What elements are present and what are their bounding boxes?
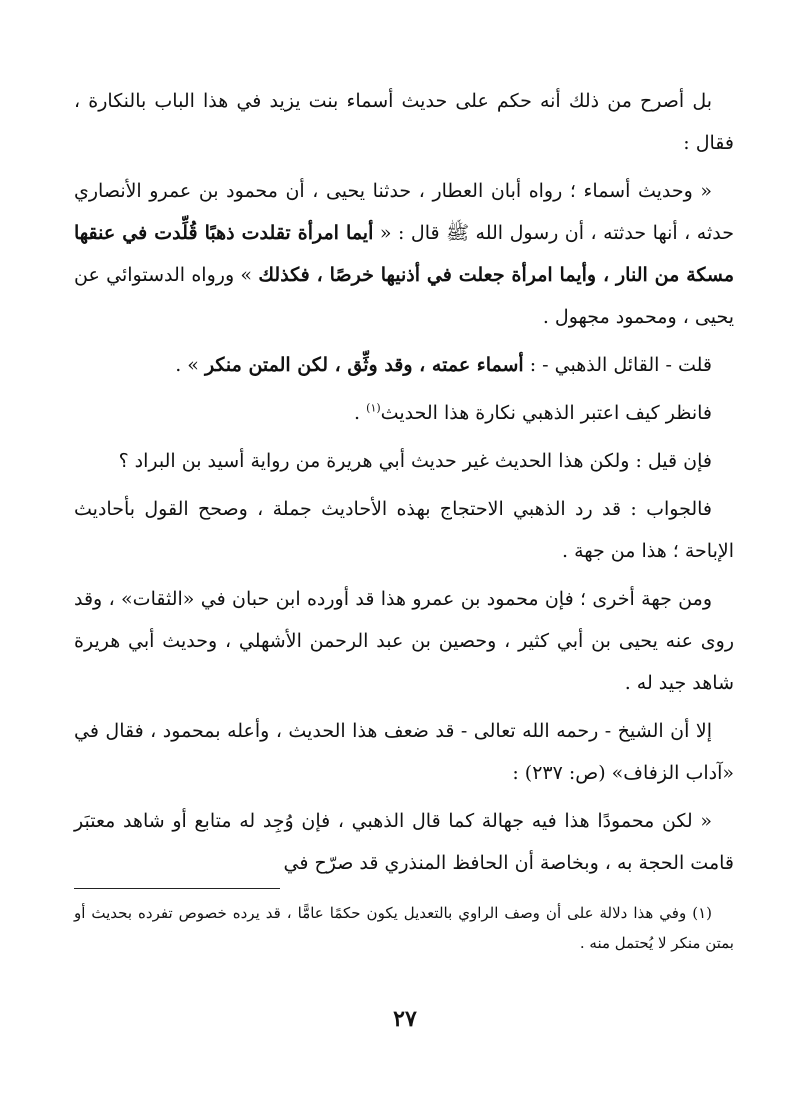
body-text	[74, 80, 734, 890]
footnote-reference: (١)	[366, 401, 381, 415]
text-segment: إلا أن الشيخ - رحمه الله تعالى - قد ضعف هذا الحديث ، وأعله بمحمود ، فقال في «آداب الزفاف» (ص: ٢٣٧) :	[74, 720, 734, 784]
text-segment: فانظر كيف اعتبر الذهبي نكارة هذا الحديث	[380, 402, 712, 424]
text-segment: فالجواب : قد رد الذهبي الاحتجاج بهذه الأحاديث جملة ، وصحح القول بأحاديث الإباحة ؛ هذا من جهة .	[74, 498, 734, 562]
paragraph-p6	[74, 488, 734, 572]
text-segment: قلت - القائل الذهبي - :	[523, 354, 712, 376]
paragraph-p9	[74, 800, 734, 884]
text-segment: « وحديث أسماء ؛ رواه أبان العطار ، حدثنا يحيى ، أن محمود بن عمرو الأنصاري حدثه ، أنها حدثته ، أن رسول الله ﷺ قال : «	[74, 180, 734, 244]
bold-text-segment: أيما امرأة تقلدت ذهبًا قُلِّدت في عنقها مسكة من النار ، وأيما امرأة جعلت في أذنيها خرصًا ، فكذلك	[74, 222, 734, 286]
text-segment: .	[354, 402, 367, 424]
bold-text-segment: أسماء عمته ، وقد وثِّق ، لكن المتن منكر	[204, 354, 524, 376]
page-number: ٢٧	[393, 1006, 417, 1032]
paragraph-p4	[74, 392, 734, 434]
text-segment: » .	[175, 354, 205, 376]
footnote: (١) وفي هذا دلالة على أن وصف الراوي بالتعديل يكون حكمًا عامًّا ، قد يرده خصوص تفرده بحديث أو بمتن منكر لا يُحتمل منه .	[74, 904, 734, 952]
text-segment: ومن جهة أخرى ؛ فإن محمود بن عمرو هذا قد أورده ابن حبان في «الثقات» ، وقد روى عنه يحيى بن أبي كثير ، وحصين بن عبد الرحمن الأشهلي ، وحديث أبي هريرة شاهد جيد له .	[74, 588, 734, 694]
paragraph-p2	[74, 170, 734, 338]
paragraph-p1	[74, 80, 734, 164]
paragraph-p3	[74, 344, 734, 386]
text-segment: « لكن محمودًا هذا فيه جهالة كما قال الذهبي ، فإن وُجِد له متابع أو شاهد معتبَر قامت الحجة به ، وبخاصة أن الحافظ المنذري قد صرّح في	[74, 810, 734, 874]
paragraph-p7	[74, 578, 734, 704]
text-segment: فإن قيل : ولكن هذا الحديث غير حديث أبي هريرة من رواية أسيد بن البراد ؟	[118, 450, 712, 472]
paragraph-p5	[74, 440, 734, 482]
footnote-separator	[74, 888, 280, 889]
text-segment: بل أصرح من ذلك أنه حكم على حديث أسماء بنت يزيد في هذا الباب بالنكارة ، فقال :	[74, 90, 734, 154]
text-segment: » ورواه الدستوائي عن يحيى ، ومحمود مجهول .	[74, 264, 734, 328]
paragraph-p8	[74, 710, 734, 794]
